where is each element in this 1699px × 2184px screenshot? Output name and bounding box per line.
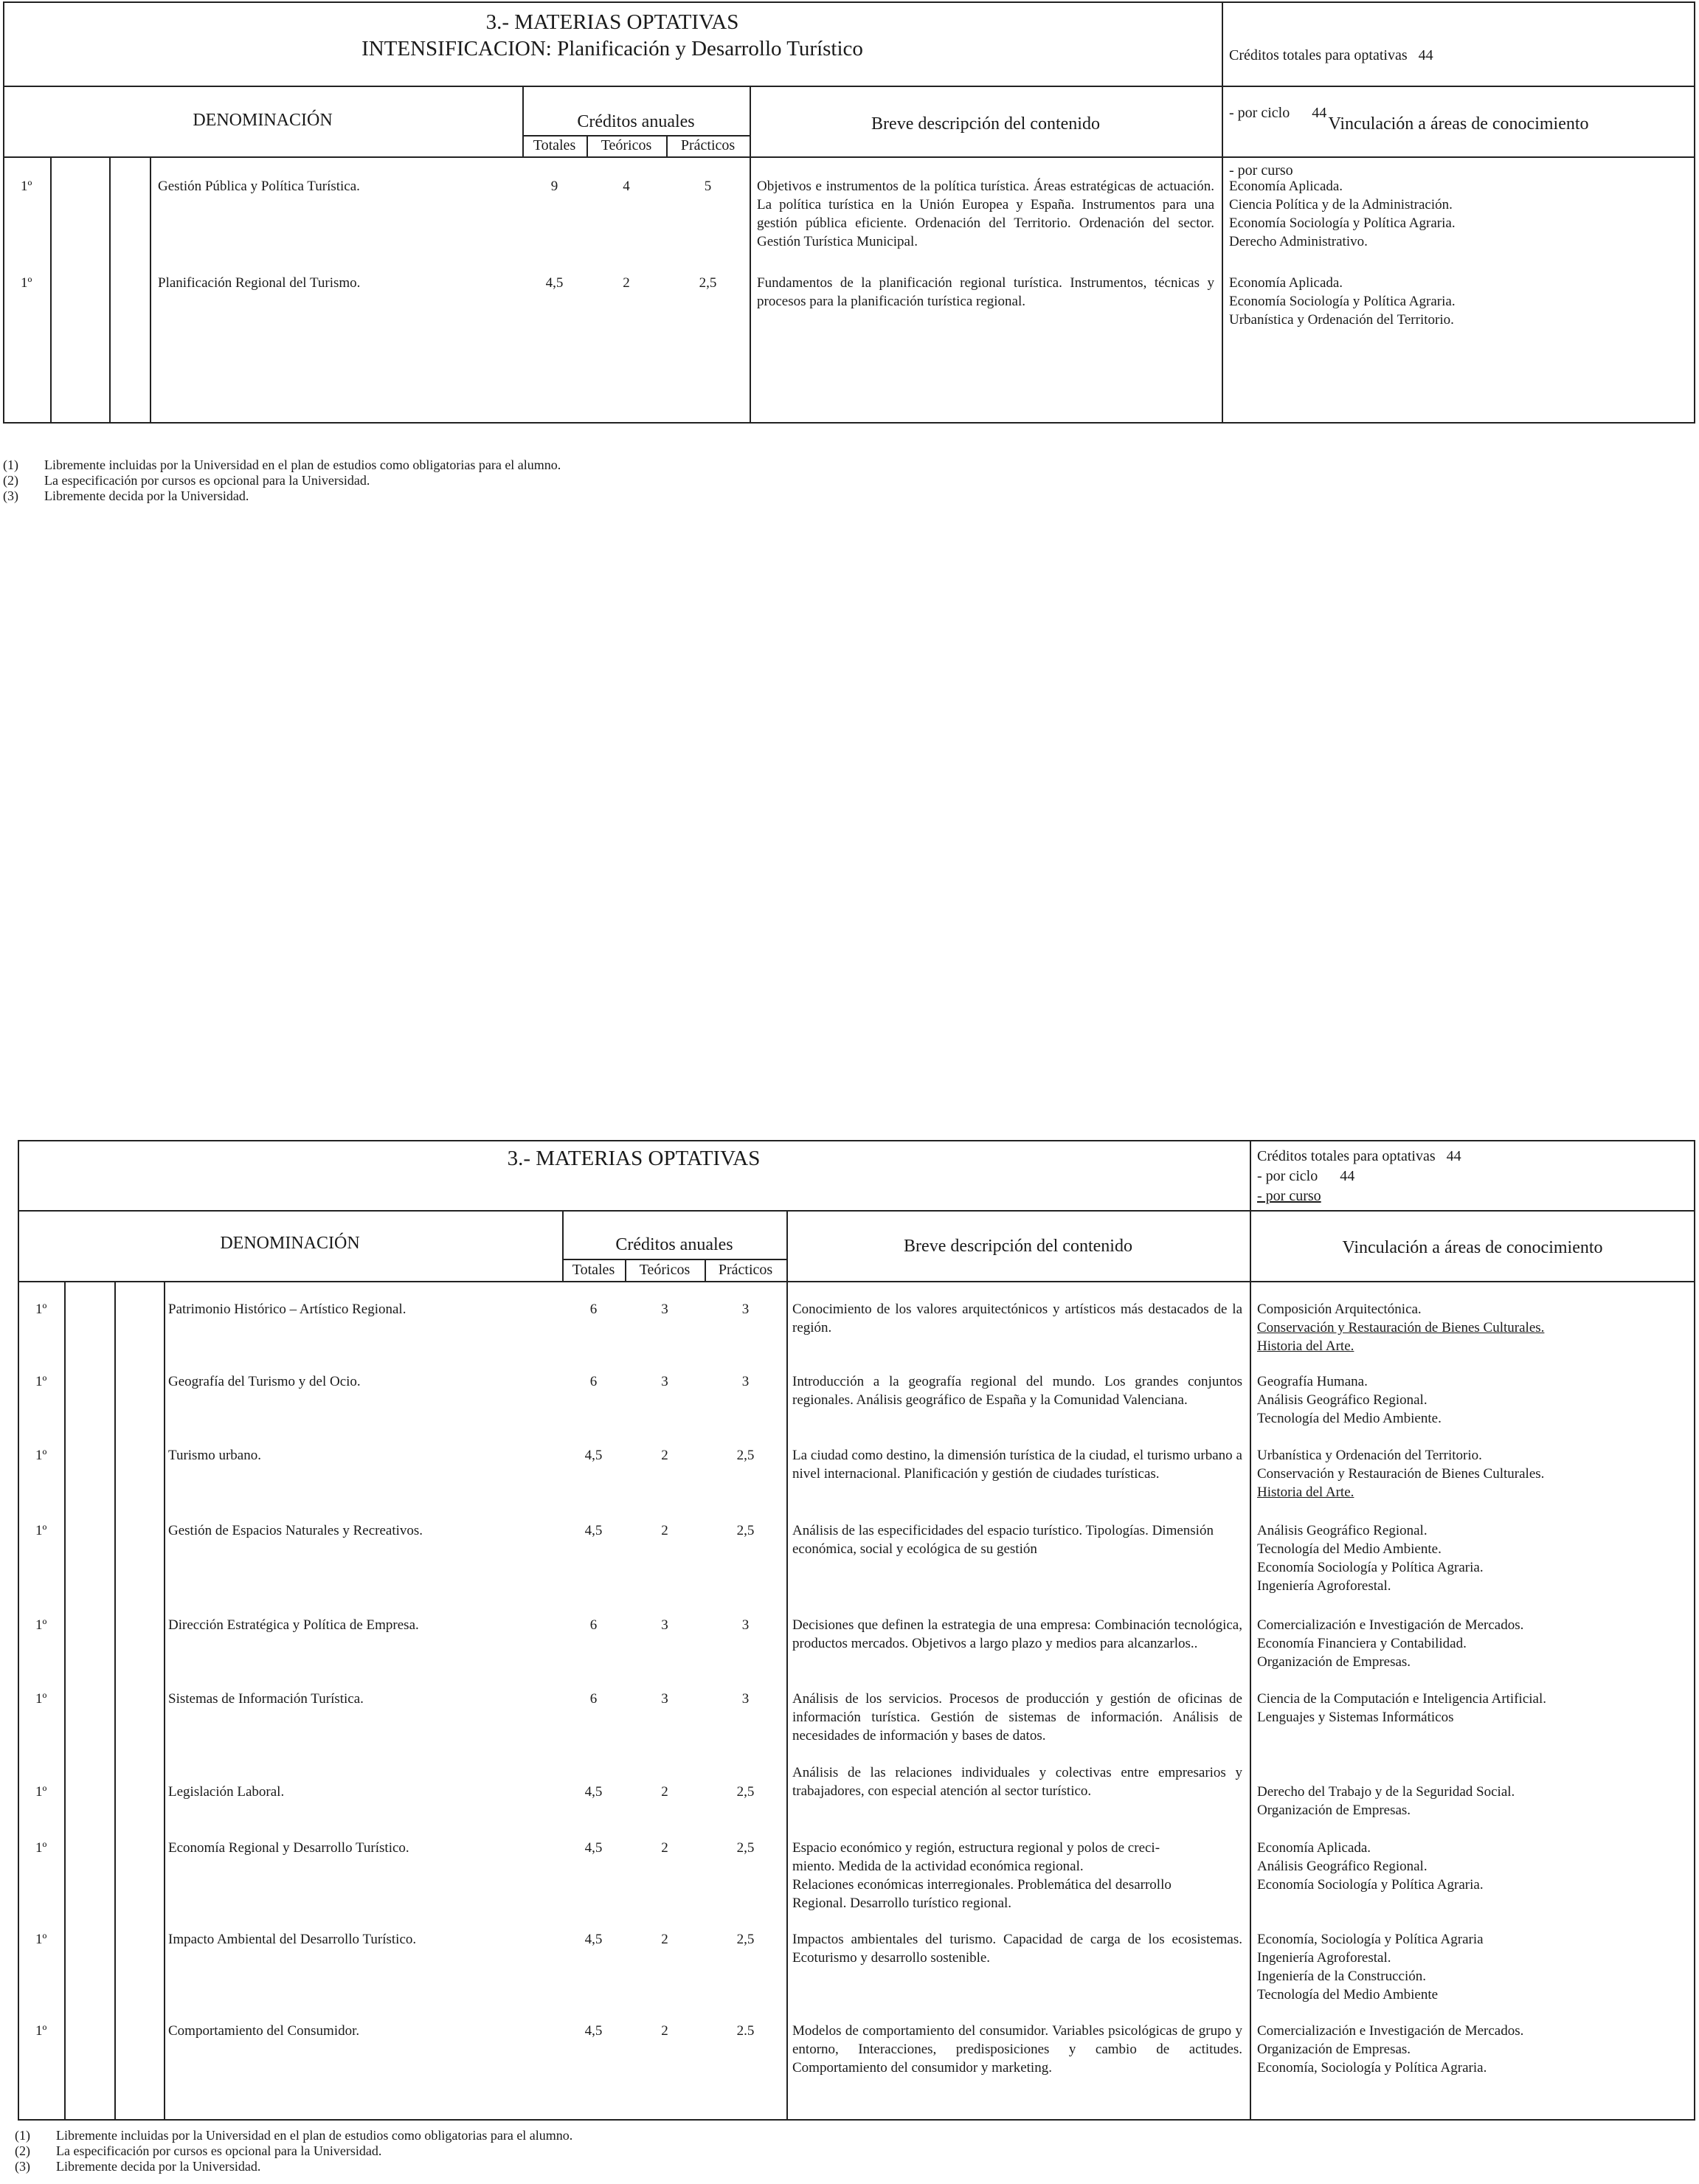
row-areas (1257, 2022, 1523, 2077)
header-teoricos: Teóricos (639, 1262, 691, 1278)
page2-credits-box (1257, 1147, 1461, 1206)
footnote: (1) Libremente incluidas por la Universidad en el plan de estudios como obligatorias para el alumno. (3, 457, 561, 472)
desc-line: miento. Medida de la actividad económica regional. (792, 1859, 1084, 1874)
area-item: Economía Aplicada. (1257, 1840, 1371, 1856)
row-curso: 1º (35, 1784, 47, 1800)
area-item: Economía Sociología y Política Agraria. (1257, 1877, 1484, 1893)
row-teoricos: 3 (661, 1617, 668, 1633)
row-totales: 4,5 (584, 1784, 603, 1800)
row-curso: 1º (35, 1691, 47, 1707)
row-teoricos: 3 (661, 1691, 668, 1707)
area-item: Derecho Administrativo. (1229, 234, 1368, 249)
area-item: Ciencia de la Computación e Inteligencia Artificial. (1257, 1691, 1546, 1707)
area-item: Análisis Geográfico Regional. (1257, 1523, 1428, 1538)
area-item: Ingeniería de la Construcción. (1257, 1969, 1426, 1984)
footnote: (1) Libremente incluidas por la Universidad en el plan de estudios como obligatorias para el alumno. (15, 2128, 573, 2143)
header-creditos: Créditos anuales (615, 1235, 733, 1254)
area-item: Tecnología del Medio Ambiente. (1257, 1411, 1442, 1426)
area-item: Conservación y Restauración de Bienes Culturales. (1257, 1320, 1545, 1335)
row-practicos: 3 (741, 1374, 750, 1389)
area-item: Tecnología del Medio Ambiente (1257, 1987, 1439, 2002)
row-name: Turismo urbano. (168, 1448, 261, 1463)
row-name: Planificación Regional del Turismo. (158, 275, 361, 291)
area-item: Historia del Arte. (1257, 1485, 1354, 1500)
credits-ciclo: - por ciclo 44 (1229, 105, 1327, 121)
row-areas (1257, 1616, 1523, 1671)
area-item: Análisis Geográfico Regional. (1257, 1392, 1428, 1408)
row-practicos: 2.5 (736, 2023, 755, 2039)
row-areas (1257, 1839, 1484, 1894)
row-totales: 4,5 (584, 1840, 603, 1856)
row-practicos: 3 (741, 1302, 750, 1317)
row-name: Patrimonio Histórico – Artístico Regional. (168, 1302, 406, 1317)
row-totales: 4,5 (584, 1523, 603, 1538)
row-curso: 1º (35, 2023, 47, 2039)
row-name: Gestión de Espacios Naturales y Recreativos. (168, 1523, 423, 1538)
row-teoricos: 2 (661, 1523, 668, 1538)
page2-title: 3.- MATERIAS OPTATIVAS (507, 1147, 761, 1170)
area-item: Economía Financiera y Contabilidad. (1257, 1636, 1467, 1651)
row-practicos: 2,5 (699, 275, 717, 291)
row-totales: 9 (550, 179, 558, 194)
header-totales: Totales (572, 1262, 615, 1278)
row-practicos: 2,5 (736, 1784, 755, 1800)
header-descripcion: Breve descripción del contenido (904, 1237, 1132, 1256)
area-item: Urbanística y Ordenación del Territorio. (1229, 312, 1454, 328)
row-curso: 1º (35, 1523, 47, 1538)
header-practicos: Prácticos (680, 137, 736, 153)
header-vinculacion: Vinculación a áreas de conocimiento (1342, 1238, 1603, 1257)
credits-ciclo: - por ciclo 44 (1257, 1168, 1355, 1184)
row-teoricos: 2 (623, 275, 630, 291)
area-item: Economía, Sociología y Política Agraria. (1257, 2060, 1487, 2076)
footnote: (2) La especificación por cursos es opcional para la Universidad. (15, 2143, 382, 2158)
header-totales: Totales (533, 137, 576, 153)
area-item: Tecnología del Medio Ambiente. (1257, 1541, 1442, 1557)
row-curso: 1º (21, 275, 32, 291)
footnote: (3) Libremente decida por la Universidad. (15, 2159, 261, 2174)
row-desc: Objetivos e instrumentos de la política turística. Áreas estratégicas de actuación. La política turística en la Unión Europea y España. Instrumentos para una gestión pública eficiente. Ordenación del Territorio. Ordenación del sector. Gestión Turística Municipal. (757, 179, 1214, 249)
row-areas (1229, 274, 1456, 329)
page1-subtitle: INTENSIFICACION: Planificación y Desarrollo Turístico (361, 37, 863, 61)
header-creditos: Créditos anuales (577, 112, 695, 131)
row-curso: 1º (21, 179, 32, 194)
row-totales: 4,5 (584, 1932, 603, 1947)
row-name: Gestión Pública y Política Turística. (158, 179, 360, 194)
row-areas (1229, 177, 1456, 251)
area-item: Economía Sociología y Política Agraria. (1229, 294, 1456, 309)
area-item: Derecho del Trabajo y de la Seguridad Social. (1257, 1784, 1515, 1800)
header-vinculacion: Vinculación a áreas de conocimiento (1328, 114, 1589, 134)
row-practicos: 2,5 (736, 1932, 755, 1947)
row-name: Comportamiento del Consumidor. (168, 2023, 360, 2039)
area-item: Ciencia Política y de la Administración. (1229, 197, 1453, 212)
row-desc: Introducción a la geografía regional del mundo. Los grandes conjuntos regionales. Análisis geográfico de España y la Comunidad Valenciana. (792, 1374, 1242, 1408)
desc-line: Relaciones económicas interregionales. Problemática del desarrollo (792, 1877, 1172, 1893)
area-item: Comercialización e Investigación de Mercados. (1257, 2023, 1524, 2039)
row-curso: 1º (35, 1617, 47, 1633)
row-curso: 1º (35, 1302, 47, 1317)
row-areas (1257, 1690, 1546, 1727)
area-item: Análisis Geográfico Regional. (1257, 1859, 1428, 1874)
row-desc: Análisis de las especificidades del espacio turístico. Tipologías. Dimensión económica, social y ecológica de su gestión (792, 1523, 1214, 1557)
credits-total: Créditos totales para optativas 44 (1229, 47, 1433, 63)
area-item: Geografía Humana. (1257, 1374, 1368, 1389)
row-desc: Análisis de las relaciones individuales y colectivas entre empresarios y trabajadores, con especial atención al sector turístico. (792, 1765, 1242, 1799)
area-item: Economía Sociología y Política Agraria. (1257, 1560, 1484, 1575)
row-desc (792, 1839, 1172, 1912)
area-item: Economía Sociología y Política Agraria. (1229, 215, 1456, 231)
row-practicos: 3 (741, 1617, 750, 1633)
row-desc: Modelos de comportamiento del consumidor. Variables psicológicas de grupo y entorno, Interacciones, predisposiciones y cambio de actitudes. Comportamiento del consumidor y marketing. (792, 2023, 1242, 2076)
row-desc: Análisis de los servicios. Procesos de producción y gestión de oficinas de información turística. Gestión de sistemas de información. Análisis de necesidades de información y bases de datos. (792, 1691, 1242, 1744)
row-practicos: 2,5 (736, 1840, 755, 1856)
credits-curso: - por curso (1257, 1188, 1321, 1204)
row-teoricos: 4 (623, 179, 630, 194)
row-teoricos: 3 (661, 1302, 668, 1317)
row-desc: Decisiones que definen la estrategia de una empresa: Combinación tecnológica, productos mercados. Objetivos a largo plazo y medios para alcanzarlos.. (792, 1617, 1242, 1651)
area-item: Economía, Sociología y Política Agraria (1257, 1932, 1484, 1947)
row-totales: 4,5 (545, 275, 564, 291)
row-name: Impacto Ambiental del Desarrollo Turístico. (168, 1932, 417, 1947)
header-descripcion: Breve descripción del contenido (871, 114, 1100, 134)
row-curso: 1º (35, 1932, 47, 1947)
footnote: (2) La especificación por cursos es opcional para la Universidad. (3, 473, 370, 488)
header-denominacion: DENOMINACIÓN (220, 1234, 360, 1253)
area-item: Ingeniería Agroforestal. (1257, 1950, 1391, 1966)
row-practicos: 2,5 (736, 1523, 755, 1538)
credits-curso: - por curso (1229, 162, 1293, 179)
row-name: Economía Regional y Desarrollo Turístico. (168, 1840, 409, 1856)
row-practicos: 2,5 (736, 1448, 755, 1463)
row-areas (1257, 1521, 1484, 1595)
row-name: Sistemas de Información Turística. (168, 1691, 364, 1707)
row-totales: 4,5 (584, 2023, 603, 2039)
footnote: (3) Libremente decida por la Universidad. (3, 488, 249, 503)
area-item: Organización de Empresas. (1257, 1803, 1411, 1818)
area-item: Organización de Empresas. (1257, 1654, 1411, 1670)
row-totales: 6 (589, 1302, 598, 1317)
row-curso: 1º (35, 1448, 47, 1463)
row-practicos: 5 (704, 179, 712, 194)
page1-footnotes (3, 457, 561, 504)
area-item: Comercialización e Investigación de Mercados. (1257, 1617, 1524, 1633)
row-practicos: 3 (741, 1691, 750, 1707)
row-desc: Impactos ambientales del turismo. Capacidad de carga de los ecosistemas. Ecoturismo y desarrollo sostenible. (792, 1932, 1242, 1966)
row-areas (1257, 1300, 1544, 1355)
header-denominacion: DENOMINACIÓN (193, 111, 333, 130)
row-teoricos: 2 (661, 1840, 668, 1856)
area-item: Conservación y Restauración de Bienes Culturales. (1257, 1466, 1545, 1482)
row-totales: 6 (589, 1691, 598, 1707)
row-teoricos: 2 (661, 1448, 668, 1463)
row-areas (1257, 1446, 1544, 1502)
row-areas (1257, 1783, 1515, 1820)
desc-line: Regional. Desarrollo turístico regional. (792, 1896, 1012, 1911)
row-totales: 6 (589, 1617, 598, 1633)
row-areas (1257, 1930, 1484, 2004)
row-desc: La ciudad como destino, la dimensión turística de la ciudad, el turismo urbano a nivel internacional. Planificación y gestión de ciudades turísticas. (792, 1448, 1242, 1482)
row-totales: 6 (589, 1374, 598, 1389)
page2-footnotes (15, 2128, 572, 2174)
row-name: Legislación Laboral. (168, 1784, 285, 1800)
header-teoricos: Teóricos (601, 137, 652, 153)
row-teoricos: 2 (661, 1784, 668, 1800)
row-teoricos: 2 (661, 2023, 668, 2039)
row-teoricos: 2 (661, 1932, 668, 1947)
area-item: Urbanística y Ordenación del Territorio. (1257, 1448, 1482, 1463)
area-item: Historia del Arte. (1257, 1338, 1354, 1354)
header-practicos: Prácticos (718, 1262, 773, 1278)
row-curso: 1º (35, 1374, 47, 1389)
area-item: Composición Arquitectónica. (1257, 1302, 1422, 1317)
row-totales: 4,5 (584, 1448, 603, 1463)
area-item: Economía Aplicada. (1229, 275, 1343, 291)
row-desc: Fundamentos de la planificación regional turística. Instrumentos, técnicas y procesos para la planificación turística regional. (757, 275, 1214, 309)
row-name: Dirección Estratégica y Política de Empresa. (168, 1617, 419, 1633)
row-curso: 1º (35, 1840, 47, 1856)
page1-title: 3.- MATERIAS OPTATIVAS (485, 10, 739, 34)
row-name: Geografía del Turismo y del Ocio. (168, 1374, 361, 1389)
desc-line: Espacio económico y región, estructura regional y polos de creci- (792, 1840, 1160, 1856)
area-item: Economía Aplicada. (1229, 179, 1343, 194)
row-desc: Conocimiento de los valores arquitectónicos y artísticos más destacados de la región. (792, 1302, 1242, 1335)
area-item: Organización de Empresas. (1257, 2042, 1411, 2057)
area-item: Ingeniería Agroforestal. (1257, 1578, 1391, 1594)
row-areas (1257, 1372, 1442, 1428)
credits-total: Créditos totales para optativas 44 (1257, 1148, 1461, 1164)
area-item: Lenguajes y Sistemas Informáticos (1257, 1710, 1454, 1725)
row-teoricos: 3 (661, 1374, 668, 1389)
